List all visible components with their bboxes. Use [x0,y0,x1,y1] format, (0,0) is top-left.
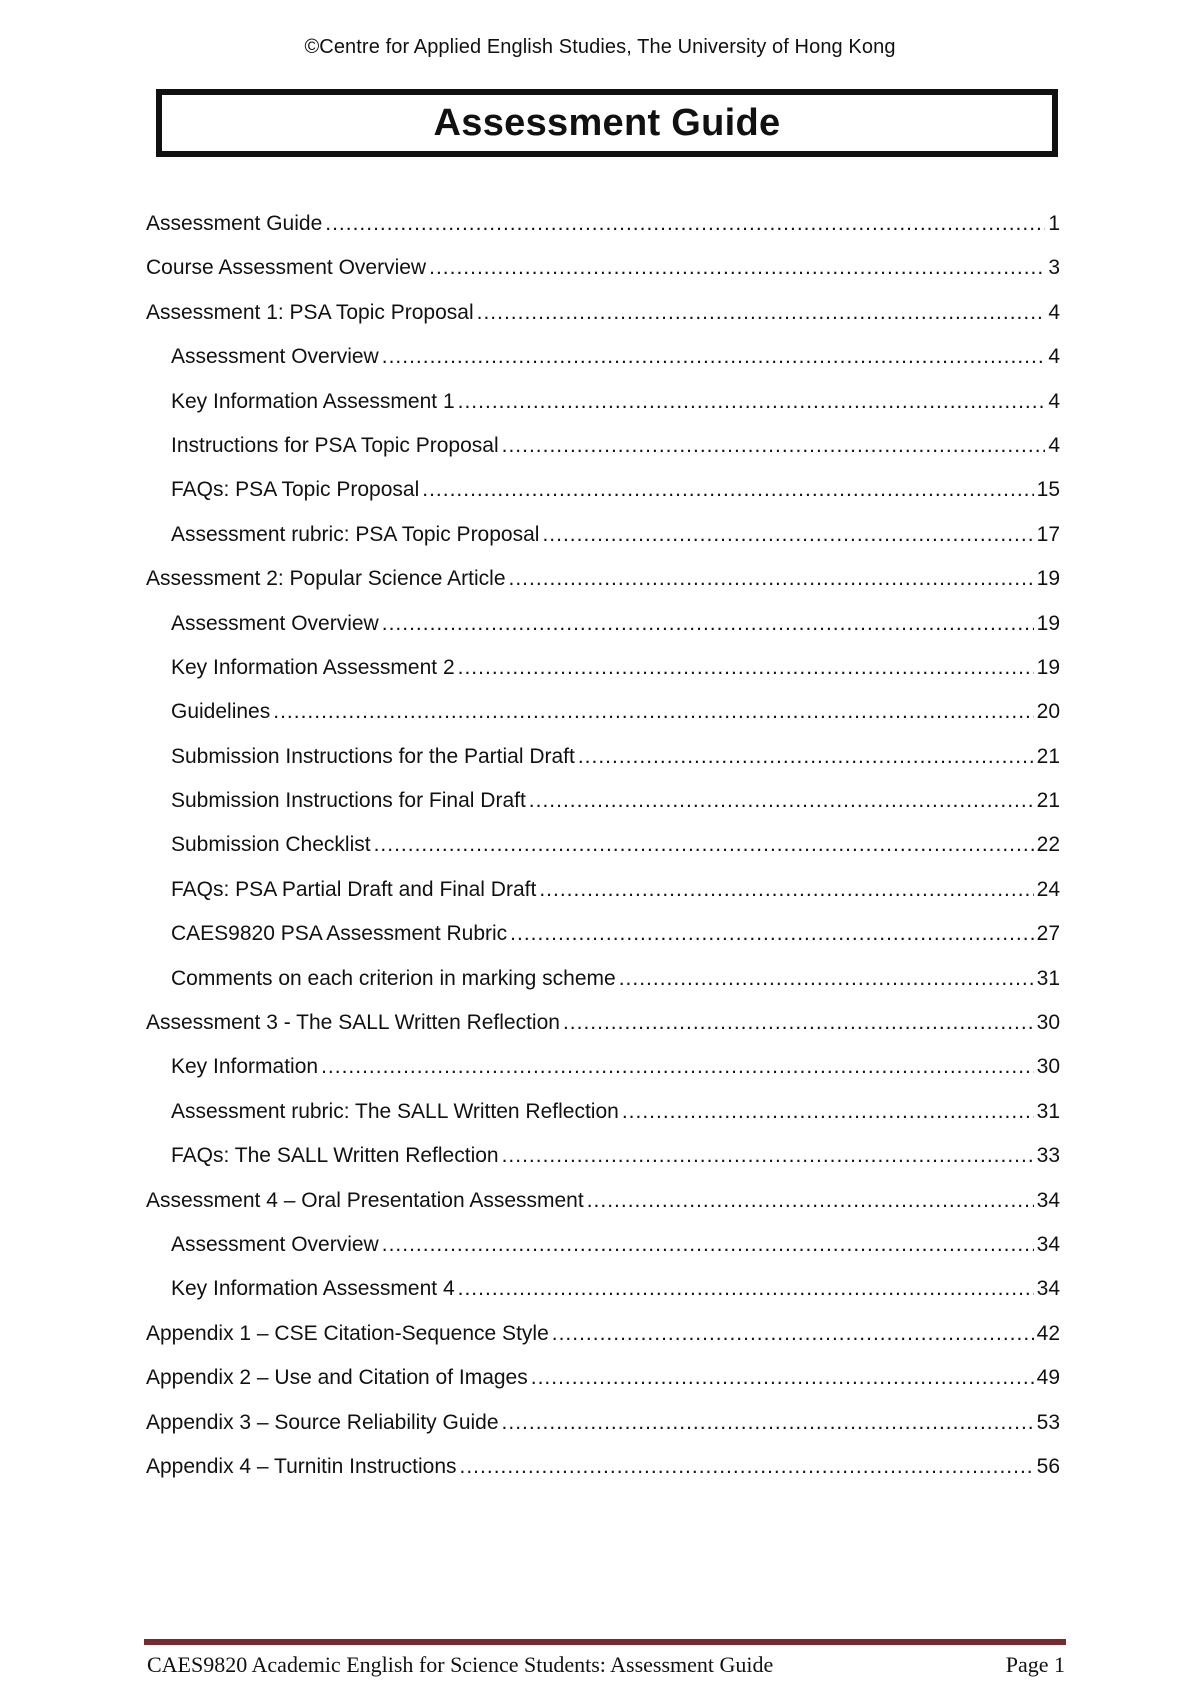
toc-entry-label: Assessment Overview [171,1232,379,1256]
toc-dot-leader [529,789,1034,813]
footer-page-number: Page 1 [1005,1652,1065,1677]
toc-entry-page: 56 [1036,1454,1060,1478]
toc-entry[interactable] [146,345,1060,389]
toc-entry[interactable] [146,789,1060,833]
toc-entry-page: 21 [1036,789,1060,813]
toc-entry[interactable] [146,1055,1060,1099]
toc-entry-label: Key Information Assessment 4 [171,1277,455,1301]
toc-dot-leader [477,301,1046,325]
toc-entry-page: 30 [1036,1055,1060,1079]
table-of-contents [146,212,1060,1499]
toc-dot-leader [510,922,1033,946]
toc-dot-leader [382,345,1046,369]
toc-dot-leader [321,1055,1034,1079]
toc-entry-page: 1 [1048,212,1060,235]
toc-entry-label: Submission Checklist [171,833,371,857]
toc-entry[interactable] [146,301,1060,345]
toc-dot-leader [578,745,1034,769]
toc-dot-leader [460,1455,1034,1479]
toc-entry[interactable] [146,1189,1060,1233]
toc-dot-leader [273,700,1033,724]
toc-entry-page: 27 [1036,922,1060,946]
toc-entry-label: Appendix 1 – CSE Citation-Sequence Style [146,1321,549,1345]
toc-dot-leader [374,833,1034,857]
toc-entry-label: Course Assessment Overview [146,256,427,280]
toc-entry[interactable] [146,745,1060,789]
toc-dot-leader [382,1233,1034,1257]
toc-entry[interactable] [146,967,1060,1011]
toc-entry-page: 4 [1048,300,1060,324]
toc-dot-leader [619,967,1034,991]
toc-entry[interactable] [146,612,1060,656]
toc-entry-page: 24 [1036,877,1060,901]
toc-entry-label: Assessment Overview [171,345,379,369]
toc-entry-label: Comments on each criterion in marking scheme [171,966,616,990]
toc-dot-leader [587,1189,1034,1213]
toc-entry[interactable] [146,833,1060,877]
toc-entry-label: Assessment rubric: The SALL Written Reflection [171,1099,619,1123]
toc-dot-leader [382,612,1034,636]
toc-entry-label: Guidelines [171,700,271,724]
toc-entry-page: 33 [1036,1144,1060,1168]
toc-entry-page: 42 [1036,1321,1060,1345]
toc-entry-label: Key Information Assessment 1 [171,389,455,413]
toc-entry[interactable] [146,1144,1060,1188]
toc-entry[interactable] [146,523,1060,567]
toc-entry[interactable] [146,212,1060,256]
toc-entry-page: 53 [1036,1410,1060,1434]
toc-entry-label: Instructions for PSA Topic Proposal [171,433,499,457]
toc-entry-page: 34 [1036,1188,1060,1212]
toc-dot-leader [622,1100,1034,1124]
toc-entry[interactable] [146,567,1060,611]
toc-entry-page: 34 [1036,1232,1060,1256]
toc-entry-page: 21 [1036,744,1060,768]
toc-entry-label: Key Information Assessment 2 [171,655,455,679]
toc-entry-label: Assessment 2: Popular Science Article [146,567,506,591]
toc-entry-label: FAQs: PSA Topic Proposal [171,478,420,502]
toc-dot-leader [563,1011,1034,1035]
toc-entry-page: 22 [1036,833,1060,857]
toc-entry[interactable] [146,878,1060,922]
toc-entry[interactable] [146,434,1060,478]
toc-entry-page: 34 [1036,1277,1060,1301]
toc-entry-label: Submission Instructions for Final Draft [171,789,526,813]
toc-entry-label: Appendix 4 – Turnitin Instructions [146,1454,457,1478]
toc-entry-page: 4 [1048,389,1060,413]
toc-entry-label: Submission Instructions for the Partial Draft [171,744,575,768]
toc-entry[interactable] [146,1233,1060,1277]
toc-dot-leader [429,256,1045,280]
toc-dot-leader [539,878,1033,902]
toc-dot-leader [502,1411,1034,1435]
footer-course-title: CAES9820 Academic English for Science Students: Assessment Guide [147,1652,774,1677]
page-header-copyright: ©Centre for Applied English Studies, The University of Hong Kong [304,36,896,58]
toc-entry[interactable] [146,700,1060,744]
toc-entry[interactable] [146,922,1060,966]
title-box [156,89,1058,157]
toc-entry-label: Assessment 1: PSA Topic Proposal [146,300,474,324]
toc-entry-label: Assessment 4 – Oral Presentation Assessment [146,1188,584,1212]
footer-divider [144,1639,1066,1645]
toc-entry-label: Assessment Overview [171,611,379,635]
toc-dot-leader [509,567,1034,591]
toc-dot-leader [531,1366,1034,1390]
toc-entry-label: CAES9820 PSA Assessment Rubric [171,922,508,946]
toc-entry-page: 31 [1036,966,1060,990]
toc-entry[interactable] [146,478,1060,522]
toc-dot-leader [422,478,1033,502]
toc-dot-leader [458,390,1046,414]
toc-entry-label: Assessment rubric: PSA Topic Proposal [171,522,540,546]
toc-dot-leader [502,434,1046,458]
toc-dot-leader [502,1144,1034,1168]
toc-entry-page: 17 [1036,522,1060,546]
toc-dot-leader [552,1322,1034,1346]
toc-entry[interactable] [146,390,1060,434]
toc-entry-page: 49 [1036,1366,1060,1390]
toc-entry-label: Appendix 3 – Source Reliability Guide [146,1410,499,1434]
toc-entry-page: 20 [1036,700,1060,724]
toc-entry-page: 4 [1048,345,1060,369]
toc-dot-leader [458,1277,1034,1301]
toc-entry[interactable] [146,1322,1060,1366]
toc-entry-page: 4 [1048,433,1060,457]
toc-entry-page: 15 [1036,478,1060,502]
toc-entry[interactable] [146,1011,1060,1055]
toc-entry-page: 30 [1036,1011,1060,1035]
toc-entry[interactable] [146,256,1060,300]
toc-dot-leader [542,523,1033,547]
toc-entry-page: 31 [1036,1099,1060,1123]
toc-entry[interactable] [146,1455,1060,1499]
toc-entry[interactable] [146,656,1060,700]
toc-dot-leader [325,212,1045,236]
toc-entry-page: 19 [1036,611,1060,635]
toc-entry-label: Key Information [171,1055,319,1079]
toc-entry-label: Appendix 2 – Use and Citation of Images [146,1366,528,1390]
toc-entry-page: 19 [1036,567,1060,591]
toc-entry-label: FAQs: The SALL Written Reflection [171,1144,499,1168]
toc-entry[interactable] [146,1366,1060,1410]
toc-entry[interactable] [146,1100,1060,1144]
page-title: Assessment Guide [433,101,781,144]
toc-dot-leader [458,656,1034,680]
toc-entry[interactable] [146,1277,1060,1321]
toc-entry-label: Assessment 3 - The SALL Written Reflection [146,1011,560,1035]
toc-entry-page: 19 [1036,655,1060,679]
toc-entry-label: Assessment Guide [146,212,323,235]
toc-entry-label: FAQs: PSA Partial Draft and Final Draft [171,877,537,901]
toc-entry[interactable] [146,1411,1060,1455]
toc-entry-page: 3 [1048,256,1060,280]
